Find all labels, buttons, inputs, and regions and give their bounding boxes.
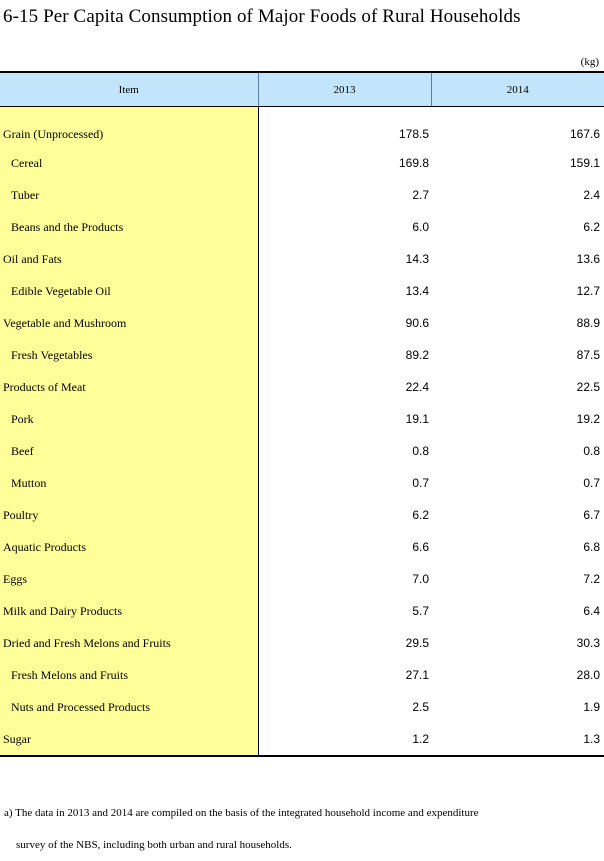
value-2013: 169.8 <box>398 156 429 170</box>
value-2013: 14.3 <box>405 252 429 266</box>
value-2014: 167.6 <box>569 127 600 141</box>
value-2013: 7.0 <box>412 572 429 586</box>
table-row <box>0 371 604 403</box>
row-label: Grain (Unprocessed) <box>0 107 258 148</box>
row-label: Pork <box>0 403 258 435</box>
row-label: Cereal <box>0 147 258 179</box>
table-row <box>0 435 604 467</box>
row-label: Beef <box>0 435 258 467</box>
consumption-table <box>0 71 604 757</box>
value-2013: 2.5 <box>412 700 429 714</box>
table-row <box>0 211 604 243</box>
value-2014: 1.9 <box>583 700 600 714</box>
value-2014: 19.2 <box>576 412 600 426</box>
value-2014: 159.1 <box>569 156 600 170</box>
page-title: 6-15 Per Capita Consumption of Major Foods of Rural Households <box>3 6 521 27</box>
row-label: Mutton <box>0 467 258 499</box>
value-2014: 13.6 <box>576 252 600 266</box>
table-row <box>0 595 604 627</box>
value-2013: 90.6 <box>405 316 429 330</box>
value-2013: 27.1 <box>405 668 429 682</box>
table-row <box>0 339 604 371</box>
value-2013: 0.8 <box>412 444 429 458</box>
table-row <box>0 531 604 563</box>
value-2013: 5.7 <box>412 604 429 618</box>
value-2013: 178.5 <box>398 127 429 141</box>
footnote-line-1: a) The data in 2013 and 2014 are compiled on the basis of the integrated household income and expenditure <box>4 807 479 819</box>
footnote-line-2: survey of the NBS, including both urban and rural households. <box>16 839 292 851</box>
value-2013: 0.7 <box>412 476 429 490</box>
value-2014: 87.5 <box>576 348 600 362</box>
row-label: Fresh Melons and Fruits <box>0 659 258 691</box>
value-2014: 6.7 <box>583 508 600 522</box>
table-row <box>0 243 604 275</box>
value-2013: 19.1 <box>405 412 429 426</box>
value-2014: 6.2 <box>583 220 600 234</box>
row-label: Milk and Dairy Products <box>0 595 258 627</box>
row-label: Beans and the Products <box>0 211 258 243</box>
row-label: Vegetable and Mushroom <box>0 307 258 339</box>
table-row <box>0 691 604 723</box>
table-row <box>0 307 604 339</box>
row-label: Poultry <box>0 499 258 531</box>
column-header-2013: 2013 <box>258 72 431 107</box>
row-label: Fresh Vegetables <box>0 339 258 371</box>
value-2014: 22.5 <box>576 380 600 394</box>
table-row <box>0 499 604 531</box>
column-header-item: Item <box>0 72 258 107</box>
footnote <box>4 797 479 861</box>
table-row <box>0 147 604 179</box>
value-2014: 7.2 <box>583 572 600 586</box>
row-label: Aquatic Products <box>0 531 258 563</box>
value-2013: 6.6 <box>412 540 429 554</box>
table-row <box>0 275 604 307</box>
value-2013: 22.4 <box>405 380 429 394</box>
value-2014: 88.9 <box>576 316 600 330</box>
value-2013: 2.7 <box>412 188 429 202</box>
value-2013: 29.5 <box>405 636 429 650</box>
row-label: Oil and Fats <box>0 243 258 275</box>
value-2014: 6.8 <box>583 540 600 554</box>
value-2013: 13.4 <box>405 284 429 298</box>
row-label: Products of Meat <box>0 371 258 403</box>
table-row <box>0 467 604 499</box>
row-label: Edible Vegetable Oil <box>0 275 258 307</box>
value-2014: 2.4 <box>583 188 600 202</box>
row-label: Nuts and Processed Products <box>0 691 258 723</box>
row-label: Tuber <box>0 179 258 211</box>
table-header-row <box>0 72 604 107</box>
table-row <box>0 627 604 659</box>
table-row <box>0 107 604 148</box>
table-row <box>0 563 604 595</box>
value-2013: 1.2 <box>258 723 431 756</box>
table-row <box>0 403 604 435</box>
value-2013: 6.2 <box>412 508 429 522</box>
value-2013: 6.0 <box>412 220 429 234</box>
row-label: Sugar <box>0 723 258 756</box>
value-2014: 1.3 <box>431 723 604 756</box>
value-2014: 28.0 <box>576 668 600 682</box>
value-2014: 6.4 <box>583 604 600 618</box>
row-label: Eggs <box>0 563 258 595</box>
value-2014: 0.8 <box>583 444 600 458</box>
value-2013: 89.2 <box>405 348 429 362</box>
value-2014: 12.7 <box>576 284 600 298</box>
value-2014: 30.3 <box>576 636 600 650</box>
table-row <box>0 179 604 211</box>
table-row <box>0 659 604 691</box>
column-header-2014: 2014 <box>431 72 604 107</box>
unit-label: (kg) <box>580 56 599 68</box>
row-label: Dried and Fresh Melons and Fruits <box>0 627 258 659</box>
value-2014: 0.7 <box>583 476 600 490</box>
table-row <box>0 723 604 756</box>
